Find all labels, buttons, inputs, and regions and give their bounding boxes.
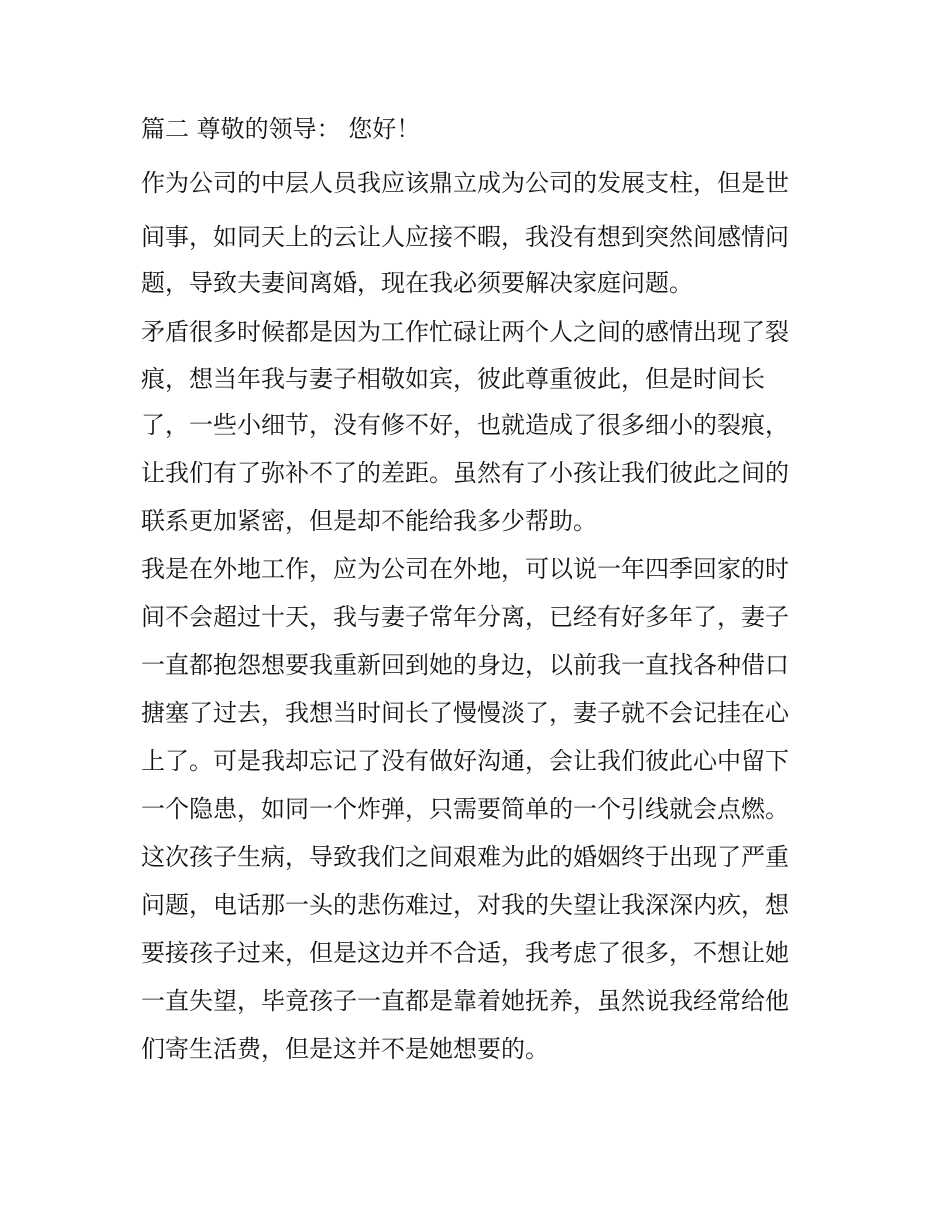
paragraph-4-line-2: 问题，电话那一头的悲伤难过，对我的失望让我深深内疚，想 [141,891,789,919]
paragraph-4-line-4: 一直失望，毕竟孩子一直都是靠着她抚养，虽然说我经常给他 [141,987,789,1015]
salutation-line: 篇二 尊敬的领导： 您好！ [141,115,421,143]
paragraph-3-line-1: 我是在外地工作，应为公司在外地，可以说一年四季回家的时 [141,555,789,583]
paragraph-3-line-2: 间不会超过十天，我与妻子常年分离，已经有好多年了，妻子 [141,603,789,631]
paragraph-1-line-1: 作为公司的中层人员我应该鼎立成为公司的发展支柱，但是世 [141,169,789,197]
paragraph-3-line-3: 一直都抱怨想要我重新回到她的身边，以前我一直找各种借口 [141,651,789,679]
paragraph-2-line-5: 联系更加紧密，但是却不能给我多少帮助。 [141,507,597,535]
paragraph-1-line-2: 间事，如同天上的云让人应接不暇，我没有想到突然间感情问 [141,223,789,251]
paragraph-3-line-5: 上了。可是我却忘记了没有做好沟通，会让我们彼此心中留下 [141,747,789,775]
paragraph-2-line-2: 痕，想当年我与妻子相敬如宾，彼此尊重彼此，但是时间长 [141,365,765,393]
paragraph-4-line-1: 这次孩子生病，导致我们之间艰难为此的婚姻终于出现了严重 [141,843,789,871]
paragraph-2-line-4: 让我们有了弥补不了的差距。虽然有了小孩让我们彼此之间的 [141,459,789,487]
paragraph-4-line-5: 们寄生活费，但是这并不是她想要的。 [141,1035,549,1063]
paragraph-3-line-4: 搪塞了过去，我想当时间长了慢慢淡了，妻子就不会记挂在心 [141,699,789,727]
paragraph-2-line-1: 矛盾很多时候都是因为工作忙碌让两个人之间的感情出现了裂 [141,318,789,346]
paragraph-3-line-6: 一个隐患，如同一个炸弹，只需要简单的一个引线就会点燃。 [141,795,789,823]
paragraph-4-line-3: 要接孩子过来，但是这边并不合适，我考虑了很多，不想让她 [141,939,789,967]
paragraph-2-line-3: 了，一些小细节，没有修不好，也就造成了很多细小的裂痕， [141,411,789,439]
paragraph-1-line-3: 题，导致夫妻间离婚，现在我必须要解决家庭问题。 [141,269,693,297]
